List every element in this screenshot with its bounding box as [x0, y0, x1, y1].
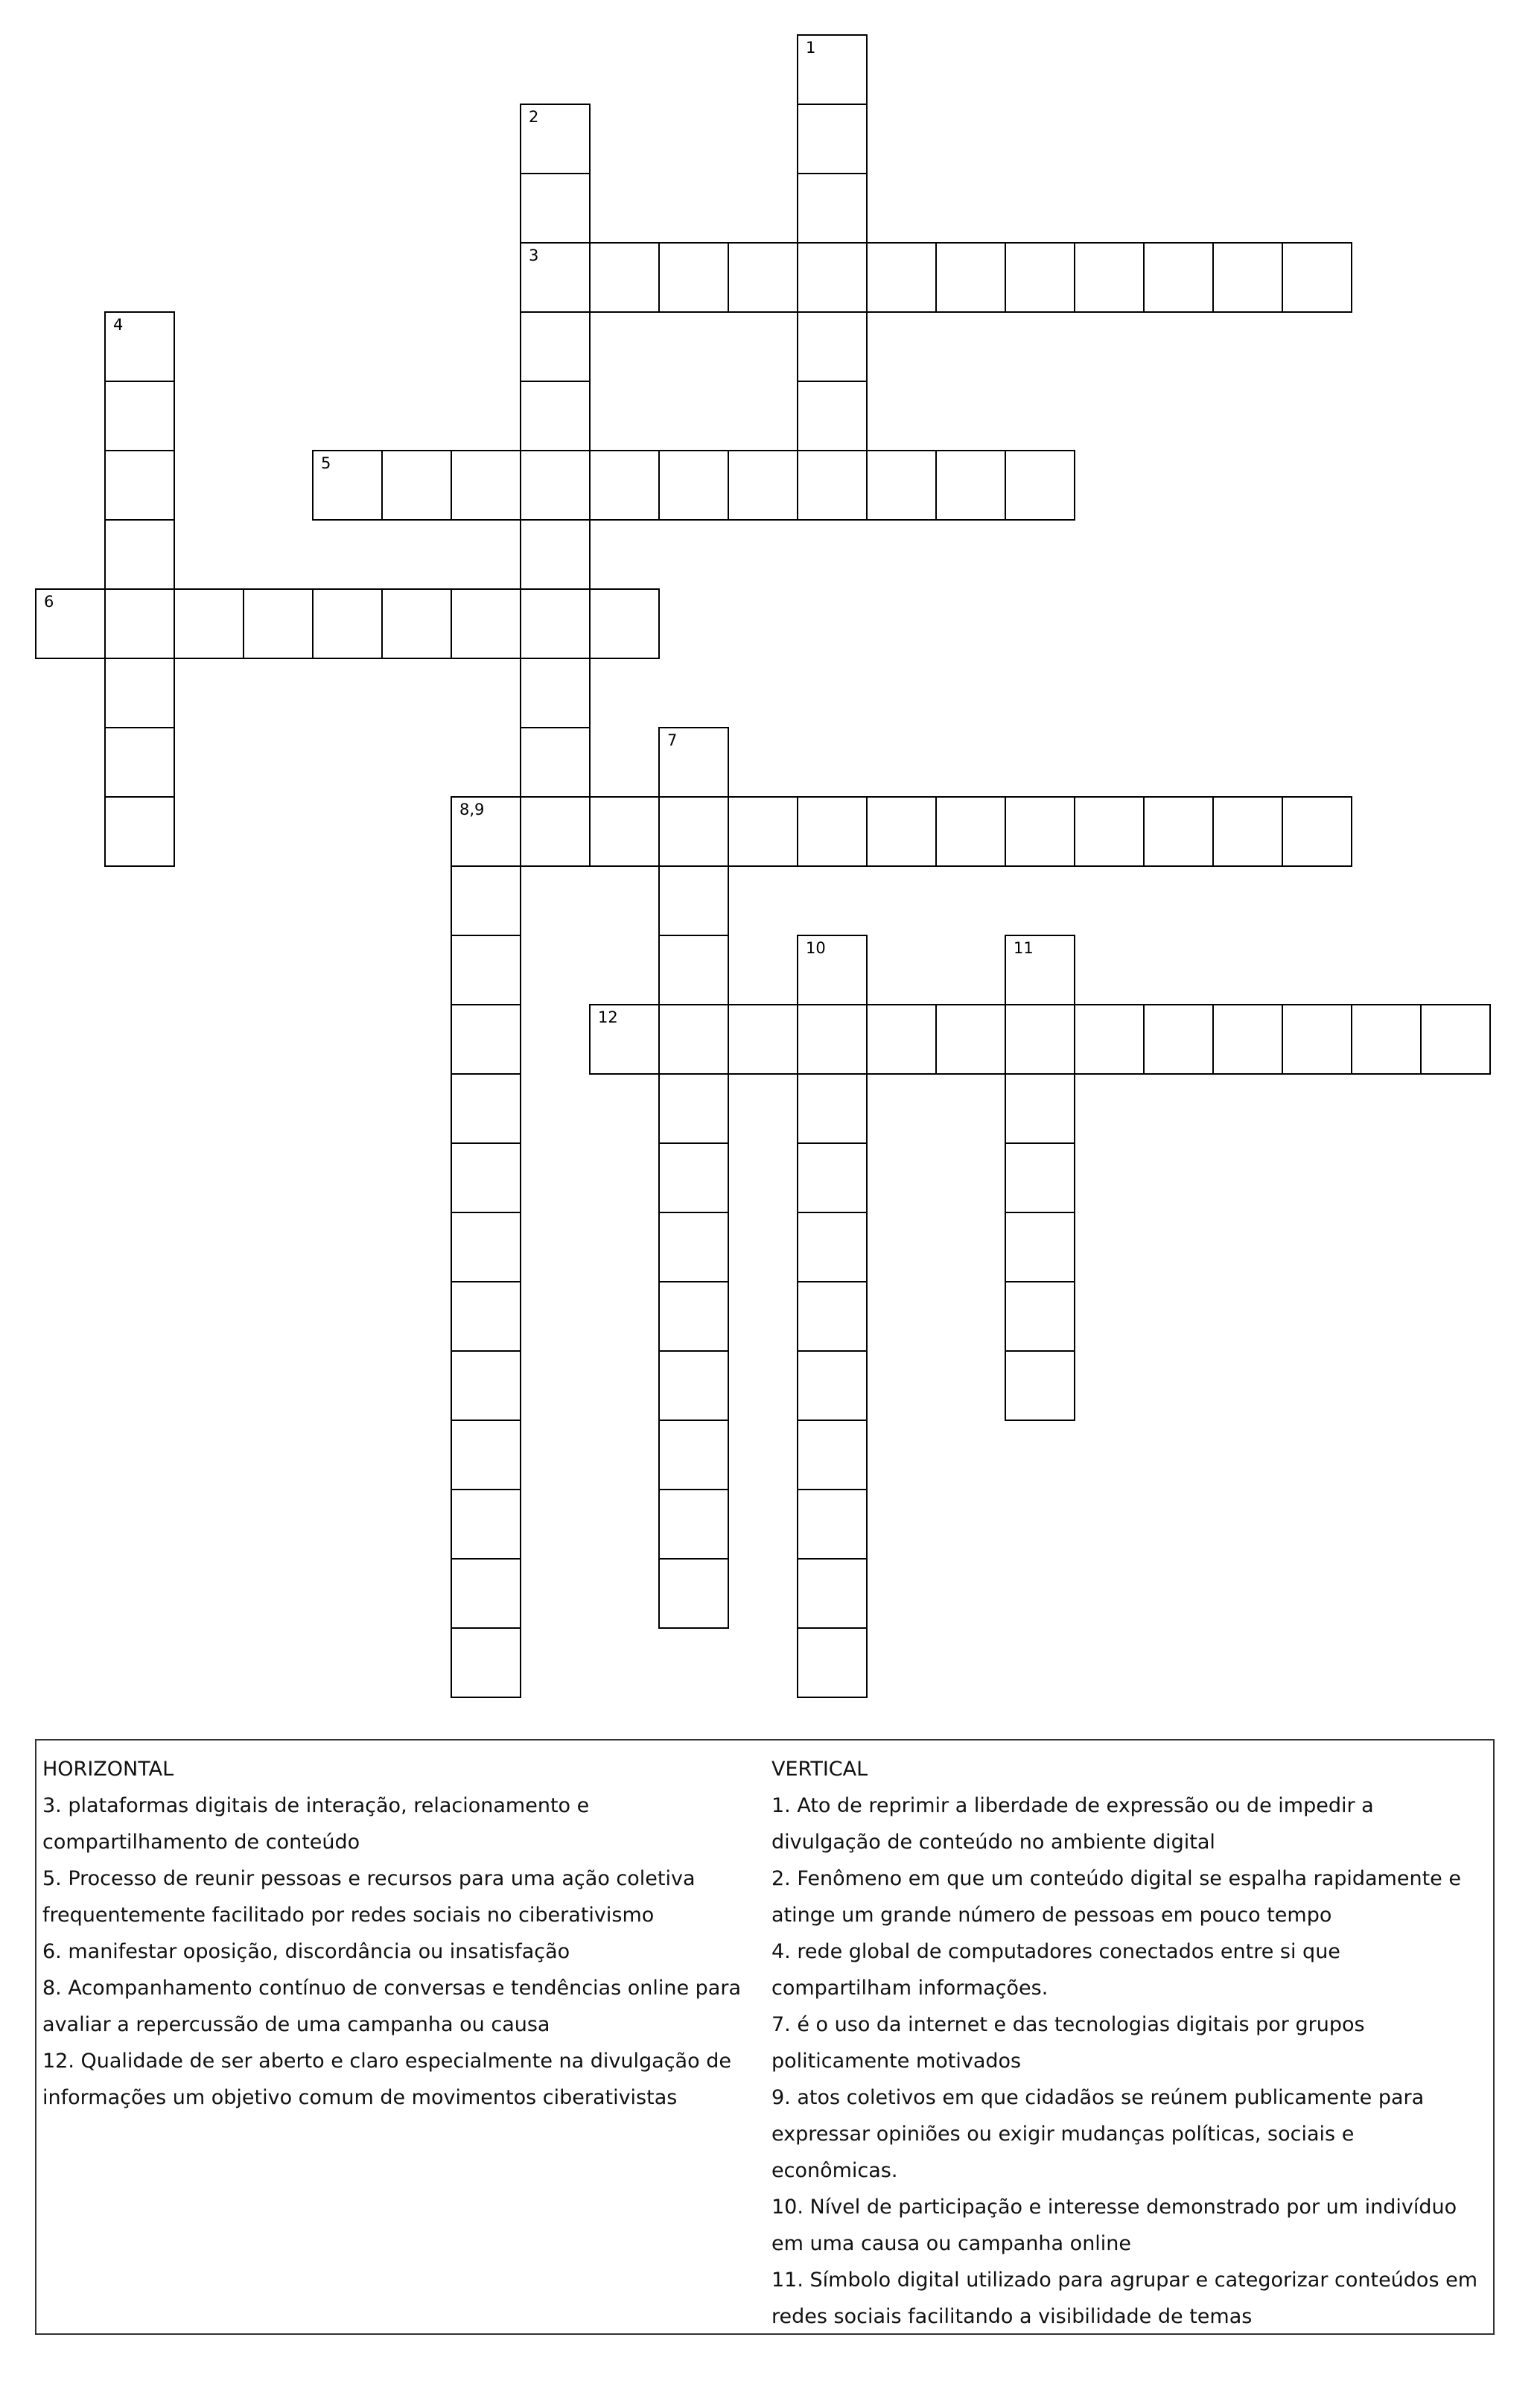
crossword-cell[interactable]	[728, 1004, 798, 1075]
crossword-cell[interactable]	[866, 450, 937, 521]
crossword-cell[interactable]	[797, 796, 868, 867]
crossword-cell[interactable]	[104, 519, 175, 590]
crossword-cell[interactable]	[935, 450, 1006, 521]
clue-number: 7	[667, 731, 678, 749]
clue-item: 6. manifestar oposição, discordância ou insatisfação	[42, 1940, 570, 1963]
crossword-cell[interactable]	[104, 658, 175, 728]
crossword-cell[interactable]	[451, 1420, 521, 1490]
crossword-cell[interactable]	[520, 311, 591, 382]
crossword-cell[interactable]	[1212, 796, 1283, 867]
clue-item: 5. Processo de reunir pessoas e recursos para uma ação coletiva frequentemente facilitado por redes sociais no ciberativismo	[42, 1867, 696, 1927]
crossword-cell[interactable]	[935, 242, 1006, 313]
horizontal-heading: HORIZONTAL	[42, 1758, 174, 1781]
crossword-cell[interactable]	[1005, 450, 1075, 521]
clue-number: 8,9	[459, 801, 485, 818]
clue-number: 3	[529, 247, 539, 264]
crossword-cell[interactable]	[1005, 1004, 1075, 1075]
crossword-cell[interactable]	[797, 242, 868, 313]
crossword-cell[interactable]	[451, 1073, 521, 1144]
crossword-cell[interactable]	[797, 381, 868, 451]
vertical-clues	[771, 1751, 1486, 2335]
crossword-cell[interactable]	[243, 588, 314, 659]
crossword-cell[interactable]	[797, 1142, 868, 1213]
crossword-cell[interactable]	[1143, 1004, 1214, 1075]
clue-number: 10	[806, 939, 826, 957]
crossword-cell[interactable]	[1005, 935, 1075, 1005]
crossword-cell[interactable]	[520, 658, 591, 728]
crossword-cell[interactable]	[797, 1420, 868, 1490]
crossword-cell[interactable]	[104, 727, 175, 798]
crossword-cell[interactable]	[35, 588, 106, 659]
crossword-cell[interactable]	[1282, 242, 1352, 313]
crossword-cell[interactable]	[797, 1073, 868, 1144]
crossword-cell[interactable]	[1143, 242, 1214, 313]
crossword-cell[interactable]	[1074, 242, 1145, 313]
crossword-cell[interactable]	[520, 104, 591, 174]
crossword-cell[interactable]	[658, 450, 729, 521]
crossword-cell[interactable]	[451, 1350, 521, 1421]
crossword-cell[interactable]	[1351, 1004, 1422, 1075]
horizontal-clues	[42, 1751, 757, 2116]
crossword-cell[interactable]	[658, 1073, 729, 1144]
crossword-cell[interactable]	[1005, 1281, 1075, 1352]
crossword-cell[interactable]	[797, 1350, 868, 1421]
crossword-cell[interactable]	[1005, 1212, 1075, 1282]
crossword-cell[interactable]	[451, 1627, 521, 1698]
clue-item: 9. atos coletivos em que cidadãos se reúnem publicamente para expressar opiniões ou exigir mudanças políticas, sociais e econômicas.	[771, 2086, 1425, 2182]
crossword-cell[interactable]	[658, 1281, 729, 1352]
crossword-cell[interactable]	[797, 104, 868, 174]
crossword-cell[interactable]	[1212, 242, 1283, 313]
clue-number: 6	[44, 593, 54, 611]
crossword-cell[interactable]	[520, 381, 591, 451]
crossword-cell[interactable]	[104, 311, 175, 382]
clue-item: 3. plataformas digitais de interação, relacionamento e compartilhamento de conteúdo	[42, 1794, 590, 1854]
clue-item: 4. rede global de computadores conectados entre si que compartilham informações.	[771, 1940, 1340, 2000]
crossword-cell[interactable]	[312, 588, 383, 659]
crossword-cell[interactable]	[797, 1489, 868, 1560]
crossword-cell[interactable]	[658, 1142, 729, 1213]
crossword-cell[interactable]	[797, 1558, 868, 1629]
crossword-cell[interactable]	[658, 1558, 729, 1629]
crossword-cell[interactable]	[589, 450, 660, 521]
crossword-cell[interactable]	[658, 1420, 729, 1490]
crossword-cell[interactable]	[658, 935, 729, 1005]
crossword-cell[interactable]	[451, 1489, 521, 1560]
crossword-cell[interactable]	[589, 242, 660, 313]
crossword-cell[interactable]	[451, 865, 521, 936]
crossword-cell[interactable]	[658, 1350, 729, 1421]
clue-item: 10. Nível de participação e interesse demonstrado por um indivíduo em uma causa ou campanha online	[771, 2196, 1457, 2255]
crossword-cell[interactable]	[797, 1627, 868, 1698]
crossword-cell[interactable]	[589, 796, 660, 867]
crossword-cell[interactable]	[1005, 796, 1075, 867]
crossword-cell[interactable]	[520, 242, 591, 313]
crossword-cell[interactable]	[1212, 1004, 1283, 1075]
clue-number: 5	[321, 454, 331, 472]
crossword-cell[interactable]	[381, 588, 452, 659]
crossword-cell[interactable]	[451, 935, 521, 1005]
crossword-cell[interactable]	[935, 796, 1006, 867]
clue-item: 8. Acompanhamento contínuo de conversas e tendências online para avaliar a repercussão de uma campanha ou causa	[42, 1977, 741, 2036]
vertical-heading: VERTICAL	[771, 1758, 868, 1781]
crossword-cell[interactable]	[381, 450, 452, 521]
crossword-cell[interactable]	[589, 1004, 660, 1075]
crossword-cell[interactable]	[1005, 1073, 1075, 1144]
crossword-cell[interactable]	[797, 311, 868, 382]
crossword-cell[interactable]	[1005, 1142, 1075, 1213]
crossword-cell[interactable]	[451, 1142, 521, 1213]
crossword-cell[interactable]	[1420, 1004, 1491, 1075]
crossword-cell[interactable]	[174, 588, 244, 659]
crossword-cell[interactable]	[797, 173, 868, 244]
crossword-cell[interactable]	[451, 796, 521, 867]
crossword-cell[interactable]	[520, 173, 591, 244]
crossword-cell[interactable]	[797, 34, 868, 105]
crossword-cell[interactable]	[1074, 1004, 1145, 1075]
crossword-cell[interactable]	[658, 1212, 729, 1282]
crossword-cell[interactable]	[728, 796, 798, 867]
clue-number: 11	[1014, 939, 1034, 957]
crossword-cell[interactable]	[1005, 1350, 1075, 1421]
crossword-cell[interactable]	[658, 242, 729, 313]
crossword-cell[interactable]	[520, 519, 591, 590]
crossword-cell[interactable]	[797, 450, 868, 521]
crossword-cell[interactable]	[451, 1558, 521, 1629]
clue-number: 2	[529, 108, 539, 126]
crossword-cell[interactable]	[797, 935, 868, 1005]
crossword-cell[interactable]	[658, 1004, 729, 1075]
crossword-cell[interactable]	[1074, 796, 1145, 867]
clue-item: 1. Ato de reprimir a liberdade de expressão ou de impedir a divulgação de conteúdo no ambiente digital	[771, 1794, 1374, 1854]
crossword-cell[interactable]	[451, 1004, 521, 1075]
crossword-cell[interactable]	[520, 450, 591, 521]
clue-item: 12. Qualidade de ser aberto e claro especialmente na divulgação de informações um objetivo comum de movimentos ciberativistas	[42, 2050, 731, 2109]
crossword-cell[interactable]	[658, 796, 729, 867]
crossword-cell[interactable]	[451, 1212, 521, 1282]
crossword-cell[interactable]	[658, 865, 729, 936]
clue-item: 2. Fenômeno em que um conteúdo digital se espalha rapidamente e atinge um grande número de pessoas em pouco tempo	[771, 1867, 1461, 1927]
crossword-cell[interactable]	[728, 450, 798, 521]
crossword-cell[interactable]	[797, 1212, 868, 1282]
crossword-cell[interactable]	[935, 1004, 1006, 1075]
clue-number: 12	[598, 1008, 618, 1026]
crossword-cell[interactable]	[104, 450, 175, 521]
crossword-cell[interactable]	[104, 588, 175, 659]
clue-number: 1	[806, 39, 816, 57]
clues-box	[35, 1739, 1495, 2335]
crossword-cell[interactable]	[1005, 242, 1075, 313]
clue-item: 11. Símbolo digital utilizado para agrupar e categorizar conteúdos em redes sociais facilitando a visibilidade de temas	[771, 2269, 1478, 2328]
crossword-cell[interactable]	[520, 796, 591, 867]
crossword-cell[interactable]	[1282, 1004, 1352, 1075]
crossword-cell[interactable]	[866, 242, 937, 313]
crossword-cell[interactable]	[658, 727, 729, 798]
crossword-cell[interactable]	[451, 450, 521, 521]
clue-number: 4	[113, 316, 124, 334]
crossword-cell[interactable]	[866, 1004, 937, 1075]
crossword-cell[interactable]	[520, 727, 591, 798]
crossword-cell[interactable]	[1143, 796, 1214, 867]
clue-item: 7. é o uso da internet e das tecnologias digitais por grupos politicamente motivados	[771, 2013, 1365, 2073]
crossword-cell[interactable]	[104, 381, 175, 451]
crossword-cell[interactable]	[797, 1004, 868, 1075]
crossword-cell[interactable]	[797, 1281, 868, 1352]
crossword-cell[interactable]	[658, 1489, 729, 1560]
crossword-cell[interactable]	[520, 588, 591, 659]
crossword-cell[interactable]	[1282, 796, 1352, 867]
crossword-cell[interactable]	[451, 588, 521, 659]
crossword-cell[interactable]	[104, 796, 175, 867]
crossword-cell[interactable]	[589, 588, 660, 659]
crossword-cell[interactable]	[451, 1281, 521, 1352]
crossword-cell[interactable]	[728, 242, 798, 313]
crossword-cell[interactable]	[312, 450, 383, 521]
crossword-cell[interactable]	[866, 796, 937, 867]
